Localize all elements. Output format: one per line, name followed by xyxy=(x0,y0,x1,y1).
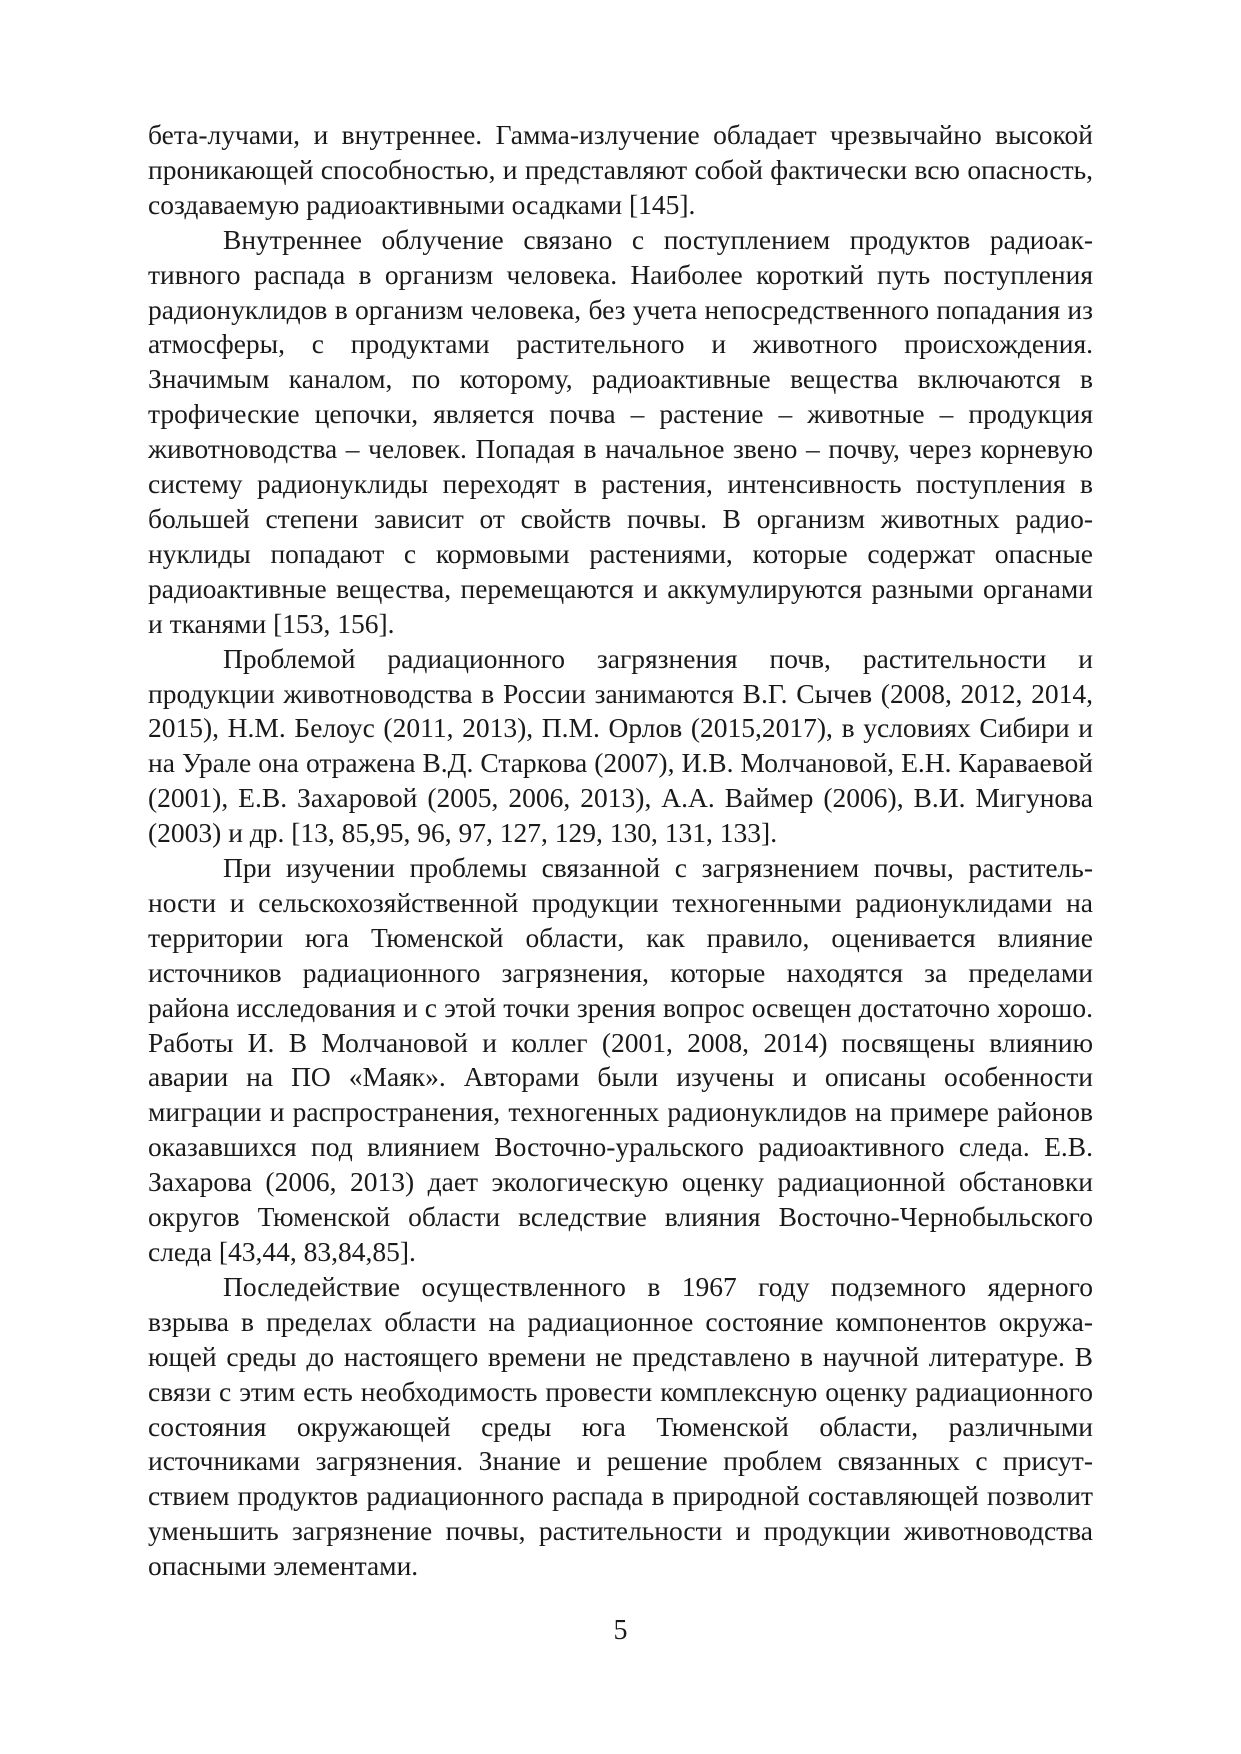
paragraph-continuation: бета-лучами, и внутреннее. Гамма-излучение обладает чрезвычайно высокой проникающей способностью, и представляют собой фактически всю опасность, создаваемую радиоактивными осадками [145]. xyxy=(148,119,1093,220)
page-number: 5 xyxy=(613,1615,628,1646)
paragraph-nuclear-explosion: Последействие осуществленного в 1967 году подземного ядерного взрыва в пределах области на радиационное состояние компонентов окружающей среды до настоящего времени не представлено в научной литературе. В связи с этим есть необходимость провести комплексную оценку радиационного состояния окружающей среды юга Тюменской области, различными источниками загрязнения. Знание и решение проблем связанных с присутствием продуктов радиационного распада в природной составляющей позволит уменьшить загрязнение почвы, растительности и продукции животноводства опасными элементами. xyxy=(148,1270,1093,1582)
paragraph-internal-irradiation: Внутреннее облучение связано с поступлением продуктов радиоактивного распада в организм человека. Наиболее короткий путь поступления радионуклидов в организм человека, без учета непосредственного попадания из атмосферы, с продуктами растительного и животного происхождения. Значимым каналом, по которому, радиоактивные вещества включаются в трофические цепочки, является почва – растение – животные – продукция животноводства – человек. Попадая в начальное звено – почву, через корневую систему радионуклиды переходят в растения, интенсивность поступления в большей степени зависит от свойств почвы. В организм животных радионуклиды попадают с кормовыми растениями, которые содержат опасные радиоактивные вещества, перемещаются и аккумулируются разными органами и тканями [153, 156]. xyxy=(148,223,1093,639)
paragraph-tyumen-studies: При изучении проблемы связанной с загрязнением почвы, растительности и сельскохозяйственной продукции техногенными радионуклидами на территории юга Тюменской области, как правило, оценивается влияние источников радиационного загрязнения, которые находятся за пределами района исследования и с этой точки зрения вопрос освещен достаточно хорошо. Работы И. В Молчановой и коллег (2001, 2008, 2014) посвящены влиянию аварии на ПО «Маяк». Авторами были изучены и описаны особенности миграции и распространения, техногенных радионуклидов на примере районов оказавшихся под влиянием Восточно-уральского радиоактивного следа. Е.В. Захарова (2006, 2013) дает экологическую оценку радиационной обстановки округов Тюменской области вследствие влияния Восточно-Чернобыльского следа [43,44, 83,84,85]. xyxy=(148,852,1093,1267)
page-body xyxy=(148,118,1093,1584)
paragraph-research-overview: Проблемой радиационного загрязнения почв, растительности и продукции животноводства в России занимаются В.Г. Сычев (2008, 2012, 2014, 2015), Н.М. Белоус (2011, 2013), П.М. Орлов (2015,2017), в условиях Сибири и на Урале она отражена В.Д. Старкова (2007), И.В. Молчановой, Е.Н. Караваевой (2001), Е.В. Захаровой (2005, 2006, 2013), А.А. Ваймер (2006), В.И. Мигунова (2003) и др. [13, 85,95, 96, 97, 127, 129, 130, 131, 133]. xyxy=(148,642,1093,849)
